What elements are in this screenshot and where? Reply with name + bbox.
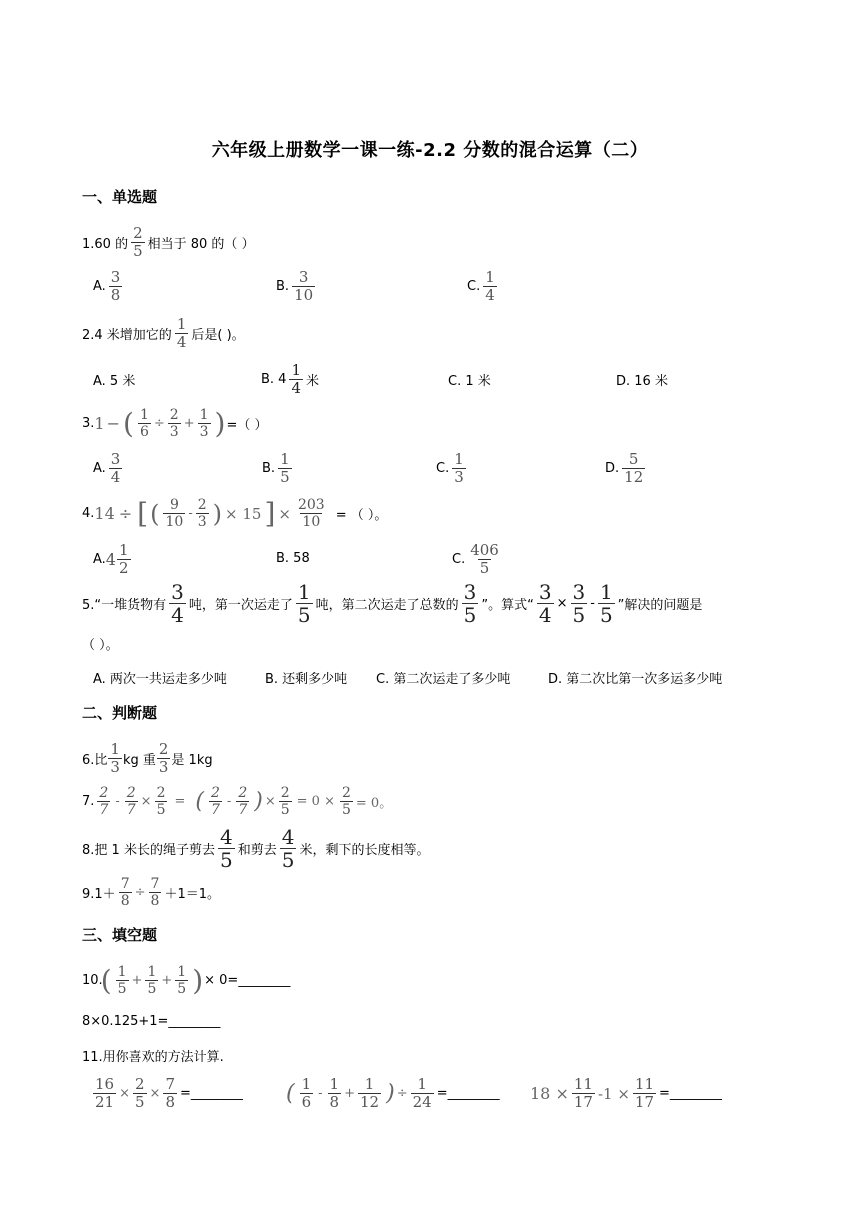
fraction: $\frac{2}{7}$ <box>126 785 136 818</box>
fraction: $\frac{406}{5}$ <box>470 541 499 577</box>
fraction: $\frac{1}{5}$ <box>280 450 290 486</box>
page-title: 六年级上册数学一课一练-2.2 分数的混合运算（二） <box>211 140 649 161</box>
q1-option-c[interactable]: C. $\frac{1}{4}$ <box>467 268 495 304</box>
fraction: $\frac{1}{3}$ <box>110 740 120 776</box>
answer-blank[interactable]: =________ <box>659 1086 722 1101</box>
fraction: $\frac{1}{3}$ <box>199 407 209 440</box>
question-5: 5.“一堆货物有 $\frac{3}{4}$ 吨，第一次运走了 $\frac{1}{5}$ 吨，第二次运走了总数的 $\frac{3}{5}$ ”。算式“ $\frac{3}{4}$ × $\frac{3}{5}$ - $\frac{1}{5}$ ”解决的问题是 <box>82 580 703 627</box>
right-paren: ) <box>192 964 204 997</box>
fraction: $\frac{9}{10}$ <box>165 497 184 530</box>
fraction: $\frac{2}{7}$ <box>99 785 109 818</box>
q5-option-c[interactable]: C. 第二次运走了多少吨 <box>376 672 511 687</box>
question-1-prefix: 1.60 的 <box>82 237 129 252</box>
section-heading-fill-in: 三、填空题 <box>82 926 158 944</box>
fraction: $\frac{1}{8}$ <box>329 1075 340 1111</box>
q11-expression-3: 18 × $\frac{11}{17}$ -1 × $\frac{11}{17}$ =________ <box>530 1075 722 1111</box>
fraction: $\frac{3}{4}$ <box>171 580 184 627</box>
question-4: 4. 14 ÷ [ ( $\frac{9}{10}$ - $\frac{2}{3}$ ) × 15 ] × $\frac{203}{10}$ = （ ）。 <box>82 497 388 530</box>
fraction: $\frac{1}{6}$ <box>139 407 149 440</box>
fraction: $\frac{2}{5}$ <box>135 1075 145 1111</box>
q2-option-a[interactable]: A. 5 米 <box>93 374 136 389</box>
fraction: $\frac{3}{8}$ <box>110 268 121 304</box>
fraction: $\frac{1}{2}$ <box>118 541 129 577</box>
fraction: $\frac{2}{5}$ <box>133 224 143 260</box>
q4-option-a[interactable]: A. 4 $\frac{1}{2}$ <box>93 543 134 576</box>
q3-option-d[interactable]: D. $\frac{5}{12}$ <box>605 450 644 486</box>
fraction: $\frac{2}{3}$ <box>158 740 169 776</box>
fraction: $\frac{7}{8}$ <box>165 1075 175 1111</box>
fraction: $\frac{3}{4}$ <box>110 450 121 486</box>
section-heading-true-false: 二、判断题 <box>82 704 158 722</box>
answer-blank[interactable]: =________ <box>436 1086 500 1101</box>
q5-option-b[interactable]: B. 还剩多少吨 <box>265 672 348 687</box>
fraction: $\frac{11}{17}$ <box>573 1075 593 1111</box>
question-1-suffix: 相当于 80 的（ ） <box>147 237 255 252</box>
q3-option-b[interactable]: B. $\frac{1}{5}$ <box>262 450 290 486</box>
question-1 <box>82 226 255 259</box>
question-8: 8.把 1 米长的绳子剪去 $\frac{4}{5}$ 和剪去 $\frac{4}{5}$ 米，剩下的长度相等。 <box>82 825 430 872</box>
fraction: $\frac{2}{3}$ <box>197 497 207 530</box>
fraction: $\frac{11}{17}$ <box>634 1075 654 1111</box>
question-10: 10. ( $\frac{1}{5}$ + $\frac{1}{5}$ + $\frac{1}{5}$ ) × 0=________ <box>82 964 291 997</box>
question-10-part-2[interactable]: 8×0.125+1=________ <box>82 1014 221 1029</box>
left-paren: ( <box>123 407 134 440</box>
fraction: $\frac{16}{21}$ <box>95 1075 115 1111</box>
fraction: $\frac{4}{5}$ <box>281 825 295 872</box>
answer-blank[interactable]: =________ <box>180 1086 243 1101</box>
answer-blank[interactable]: × 0=________ <box>204 973 291 988</box>
fraction: $\frac{4}{5}$ <box>219 825 233 872</box>
question-5-continuation: （ ）。 <box>82 638 119 653</box>
fraction: $\frac{2}{5}$ <box>341 785 351 818</box>
fraction: $\frac{1}{5}$ <box>297 580 311 627</box>
fraction: $\frac{7}{8}$ <box>120 876 130 909</box>
question-9: 9.1＋ $\frac{7}{8}$ ÷ $\frac{7}{8}$ ＋1＝1。 <box>82 876 220 909</box>
q2-option-c[interactable]: C. 1 米 <box>448 374 491 389</box>
fraction: $\frac{2}{7}$ <box>238 785 248 818</box>
fraction: $\frac{1}{4}$ <box>176 315 187 351</box>
fraction: $\frac{3}{10}$ <box>294 268 314 304</box>
q1-option-a[interactable]: A. $\frac{3}{8}$ <box>93 268 121 304</box>
fraction: $\frac{1}{5}$ <box>177 964 187 997</box>
q3-option-c[interactable]: C. $\frac{1}{3}$ <box>436 450 464 486</box>
fraction: $\frac{1}{4}$ <box>291 361 302 397</box>
q5-option-d[interactable]: D. 第二次比第一次多运多少吨 <box>548 672 723 687</box>
fraction: $\frac{1}{5}$ <box>599 580 613 627</box>
fraction: $\frac{1}{24}$ <box>412 1075 432 1111</box>
q4-option-b[interactable]: B. 58 <box>276 551 310 566</box>
fraction: $\frac{1}{5}$ <box>147 964 157 997</box>
question-11: 11.用你喜欢的方法计算. <box>82 1050 224 1065</box>
fraction: $\frac{3}{5}$ <box>572 580 586 627</box>
question-3: 3. 1 − ( $\frac{1}{6}$ ÷ $\frac{2}{3}$ + $\frac{1}{3}$ ) =（ ） <box>82 407 268 440</box>
q2-option-b[interactable]: B. 4 $\frac{1}{4}$ 米 <box>261 361 320 397</box>
fraction: $\frac{203}{10}$ <box>297 497 325 530</box>
left-paren: ( <box>100 964 112 997</box>
mixed-number: 4 $\frac{1}{2}$ <box>105 541 129 577</box>
question-2: 2.4 米增加它的 $\frac{1}{4}$ 后是( )。 <box>82 315 245 351</box>
question-6: 6.比 $\frac{1}{3}$ kg 重 $\frac{2}{3}$ 是 1kg <box>82 740 213 776</box>
q3-option-a[interactable]: A. $\frac{3}{4}$ <box>93 450 121 486</box>
fraction: $\frac{2}{3}$ <box>169 407 179 440</box>
fraction: $\frac{2}{7}$ <box>210 785 220 818</box>
fraction: $\frac{1}{5}$ <box>117 964 127 997</box>
fraction: $\frac{3}{4}$ <box>538 580 552 627</box>
fraction: $\frac{2}{5}$ <box>156 785 166 818</box>
fraction: $\frac{3}{5}$ <box>463 580 477 627</box>
fraction: $\frac{5}{12}$ <box>624 450 644 486</box>
fraction: $\frac{1}{12}$ <box>360 1075 380 1111</box>
fraction: $\frac{1}{4}$ <box>485 268 495 304</box>
fraction: $\frac{1}{3}$ <box>454 450 464 486</box>
fraction: $\frac{2}{5}$ <box>280 785 290 818</box>
q11-expression-1: $\frac{16}{21}$ × $\frac{2}{5}$ × $\frac{7}{8}$ =________ <box>95 1075 243 1111</box>
q11-expression-2: ( $\frac{1}{6}$ - $\frac{1}{8}$ + $\frac{1}{12}$ ) ÷ $\frac{1}{24}$ =________ <box>286 1075 500 1111</box>
q4-option-c[interactable]: C. $\frac{406}{5}$ <box>452 541 499 577</box>
q2-option-d[interactable]: D. 16 米 <box>616 374 668 389</box>
fraction: $\frac{1}{6}$ <box>301 1075 312 1111</box>
section-heading-single-choice: 一、单选题 <box>82 188 158 206</box>
question-7: 7. $\frac{2}{7}$ - $\frac{2}{7}$ × $\frac{2}{5}$ = ( $\frac{2}{7}$ - $\frac{2}{7}$ ) × $\frac{2}{5}$ = 0 × $\frac{2}{5}$ = 0。 <box>82 785 393 818</box>
q5-option-a[interactable]: A. 两次一共运走多少吨 <box>93 672 227 687</box>
q1-option-b[interactable]: B. $\frac{3}{10}$ <box>276 268 314 304</box>
fraction: $\frac{7}{8}$ <box>150 876 160 909</box>
right-paren: ) <box>214 407 226 440</box>
